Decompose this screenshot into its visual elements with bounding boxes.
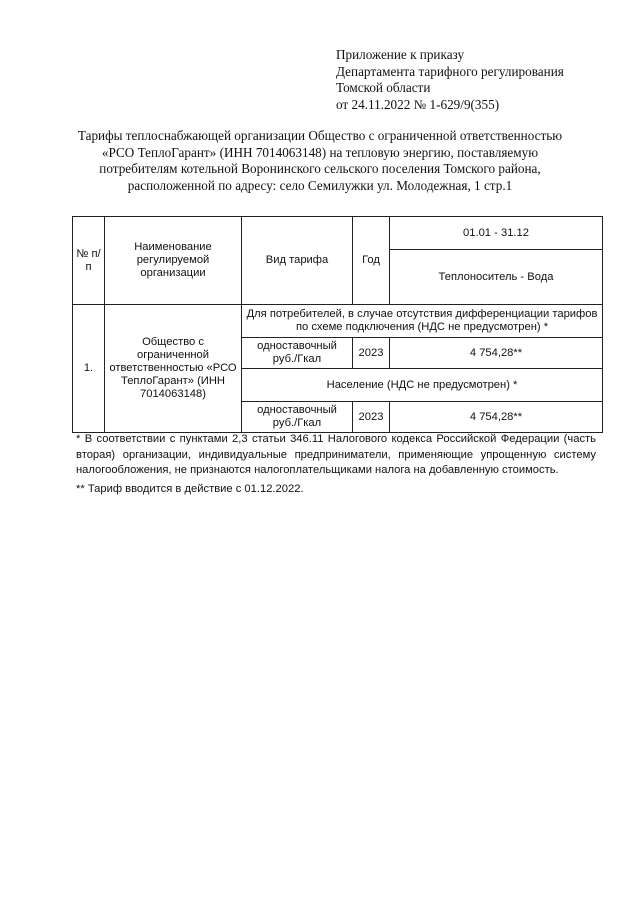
tariff-value-cell: 4 754,28** <box>390 402 603 433</box>
title-line: Тарифы теплоснабжающей организации Общество с ограниченной ответственностью <box>77 128 563 143</box>
header-tariff-type: Вид тарифа <box>242 217 353 305</box>
tariff-value-cell: 4 754,28** <box>390 338 603 369</box>
appendix-line: Приложение к приказу <box>336 47 465 62</box>
title-line: расположенной по адресу: село Семилужки ул. Молодежная, 1 стр.1 <box>127 177 513 193</box>
header-year: Год <box>353 217 390 305</box>
title-line: потребителям котельной Воронинского сельского поселения Томского района, <box>99 161 541 176</box>
document-title <box>60 128 580 194</box>
year-cell: 2023 <box>353 402 390 433</box>
table-row <box>73 305 603 338</box>
row-number: 1. <box>73 305 105 433</box>
year-cell: 2023 <box>353 338 390 369</box>
group-label: Для потребителей, в случае отсутствия дифференциации тарифов по схеме подключения (НДС не предусмотрен) * <box>242 305 603 338</box>
appendix-line: Департамента тарифного регулирования <box>336 63 564 79</box>
row-organization: Общество с ограниченной ответственностью «РСО ТеплоГарант» (ИНН 7014063148) <box>105 305 242 433</box>
appendix-header <box>336 47 564 113</box>
footnote: * В соответствии с пунктами 2,3 статьи 346.11 Налогового кодекса Российской Федерации (часть вторая) организации, индивидуальные предприниматели, применяющие упрощенную систему налогообложения, не признаются налогоплательщиками налога на добавленную стоимость. <box>76 433 596 476</box>
group-label: Население (НДС не предусмотрен) * <box>242 369 603 402</box>
header-period: 01.01 - 31.12 <box>390 217 603 250</box>
footnotes <box>76 432 596 500</box>
header-number: № п/п <box>73 217 105 305</box>
header-organization: Наименование регулируемой организации <box>105 217 242 305</box>
tariff-table <box>72 216 603 433</box>
tariff-type-cell: одноставочный руб./Гкал <box>242 338 353 369</box>
footnote: ** Тариф вводится в действие с 01.12.2022. <box>76 482 304 495</box>
tariff-type-cell: одноставочный руб./Гкал <box>242 402 353 433</box>
appendix-line: Томской области <box>336 80 431 95</box>
title-line: «РСО ТеплоГарант» (ИНН 7014063148) на тепловую энергию, поставляемую <box>101 144 539 160</box>
appendix-line: от 24.11.2022 № 1-629/9(355) <box>336 96 500 112</box>
table-header-row <box>73 217 603 250</box>
header-carrier: Теплоноситель - Вода <box>390 250 603 305</box>
